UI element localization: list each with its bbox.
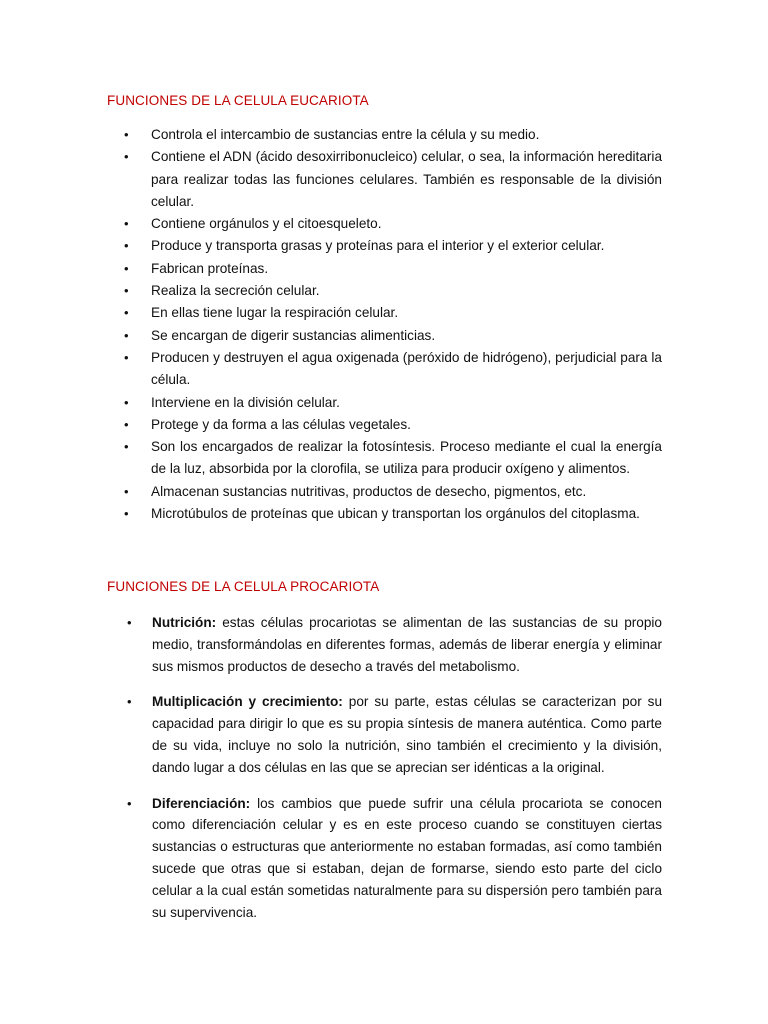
bullet-icon: • — [127, 795, 132, 811]
list-item-text: por su parte, estas células se caracterizan por su capacidad para dirigir lo que es su propia síntesis de manera auténtica. Como parte de su vida, incluye no solo la nutrición, sino también el crecimiento y la división, dando lugar a dos células en las que se aprecian ser idénticas a la original. — [152, 694, 662, 775]
list-item-text: Contiene el ADN (ácido desoxirribonucleico) celular, o sea, la información hereditaria para realizar todas las funciones celulares. También es responsable de la división celular. — [151, 149, 662, 209]
list-item — [107, 146, 662, 213]
list-item-text: Produce y transporta grasas y proteínas para el interior y el exterior celular. — [151, 238, 605, 254]
list-item-text: Microtúbulos de proteínas que ubican y transportan los orgánulos del citoplasma. — [151, 506, 640, 522]
list-item-text: Protege y da forma a las células vegetales. — [151, 416, 411, 432]
list-item-text: Controla el intercambio de sustancias entre la célula y su medio. — [151, 127, 540, 142]
bullet-icon: • — [124, 327, 129, 343]
list-item-text: Se encargan de digerir sustancias alimenticias. — [151, 327, 436, 343]
list-item — [107, 612, 662, 677]
eukaryote-function-list — [107, 124, 662, 525]
list-item-text: Producen y destruyen el agua oxigenada (peróxido de hidrógeno), perjudicial para la célula. — [151, 349, 662, 388]
list-item-text: Fabrican proteínas. — [151, 260, 269, 276]
bullet-icon: • — [124, 127, 129, 142]
bullet-icon: • — [124, 260, 129, 276]
bullet-icon: • — [124, 149, 129, 165]
list-item-text: estas células procariotas se alimentan de las sustancias de su propio medio, transformándolas en diferentes formas, además de liberar energía y eliminar sus mismos productos de desecho a través del metabolismo. — [152, 615, 662, 674]
bullet-icon: • — [127, 694, 132, 710]
bullet-icon: • — [124, 283, 129, 299]
list-item — [107, 347, 662, 392]
list-item-term: Diferenciación: — [152, 795, 251, 811]
prokaryote-function-list — [107, 612, 662, 937]
eukaryote-section-title: FUNCIONES DE LA CELULA EUCARIOTA — [107, 93, 369, 108]
bullet-icon: • — [124, 416, 129, 432]
list-item — [107, 235, 662, 257]
bullet-icon: • — [124, 394, 129, 410]
list-item-text: Interviene en la división celular. — [151, 394, 340, 410]
list-item-term: Multiplicación y crecimiento: — [152, 694, 343, 710]
bullet-icon: • — [124, 216, 129, 232]
list-item — [107, 258, 662, 280]
list-item — [107, 691, 662, 778]
list-item-text: En ellas tiene lugar la respiración celular. — [151, 305, 399, 321]
bullet-icon: • — [124, 349, 129, 365]
prokaryote-section-title: FUNCIONES DE LA CELULA PROCARIOTA — [107, 579, 380, 594]
list-item-text: Realiza la secreción celular. — [151, 283, 320, 299]
list-item — [107, 124, 662, 146]
list-item — [107, 392, 662, 414]
bullet-icon: • — [127, 615, 132, 630]
bullet-icon: • — [124, 238, 129, 254]
list-item — [107, 481, 662, 503]
list-item — [107, 280, 662, 302]
list-item — [107, 213, 662, 235]
list-item — [107, 503, 662, 525]
list-item — [107, 414, 662, 436]
bullet-icon: • — [124, 483, 129, 499]
list-item — [107, 325, 662, 347]
bullet-icon: • — [124, 506, 129, 522]
list-item — [107, 436, 662, 481]
list-item — [107, 302, 662, 324]
bullet-icon: • — [124, 439, 129, 455]
list-item-text: Contiene orgánulos y el citoesqueleto. — [151, 216, 382, 232]
list-item-term: Nutrición: — [152, 615, 217, 630]
list-item-text: Almacenan sustancias nutritivas, productos de desecho, pigmentos, etc. — [151, 483, 587, 499]
list-item-text: Son los encargados de realizar la fotosíntesis. Proceso mediante el cual la energía de la luz, absorbida por la clorofila, se utiliza para producir oxígeno y alimentos. — [151, 439, 662, 477]
bullet-icon: • — [124, 305, 129, 321]
list-item — [107, 793, 662, 924]
list-item-text: los cambios que puede sufrir una célula procariota se conocen como diferenciación celular y es en este proceso cuando se constituyen ciertas sustancias o estructuras que anteriormente no estaban formadas, así como también sucede que otras que si estaban, dejan de formarse, siendo esto parte del ciclo celular a la cual están sometidas naturalmente para su dispersión pero también para su supervivencia. — [152, 795, 662, 920]
